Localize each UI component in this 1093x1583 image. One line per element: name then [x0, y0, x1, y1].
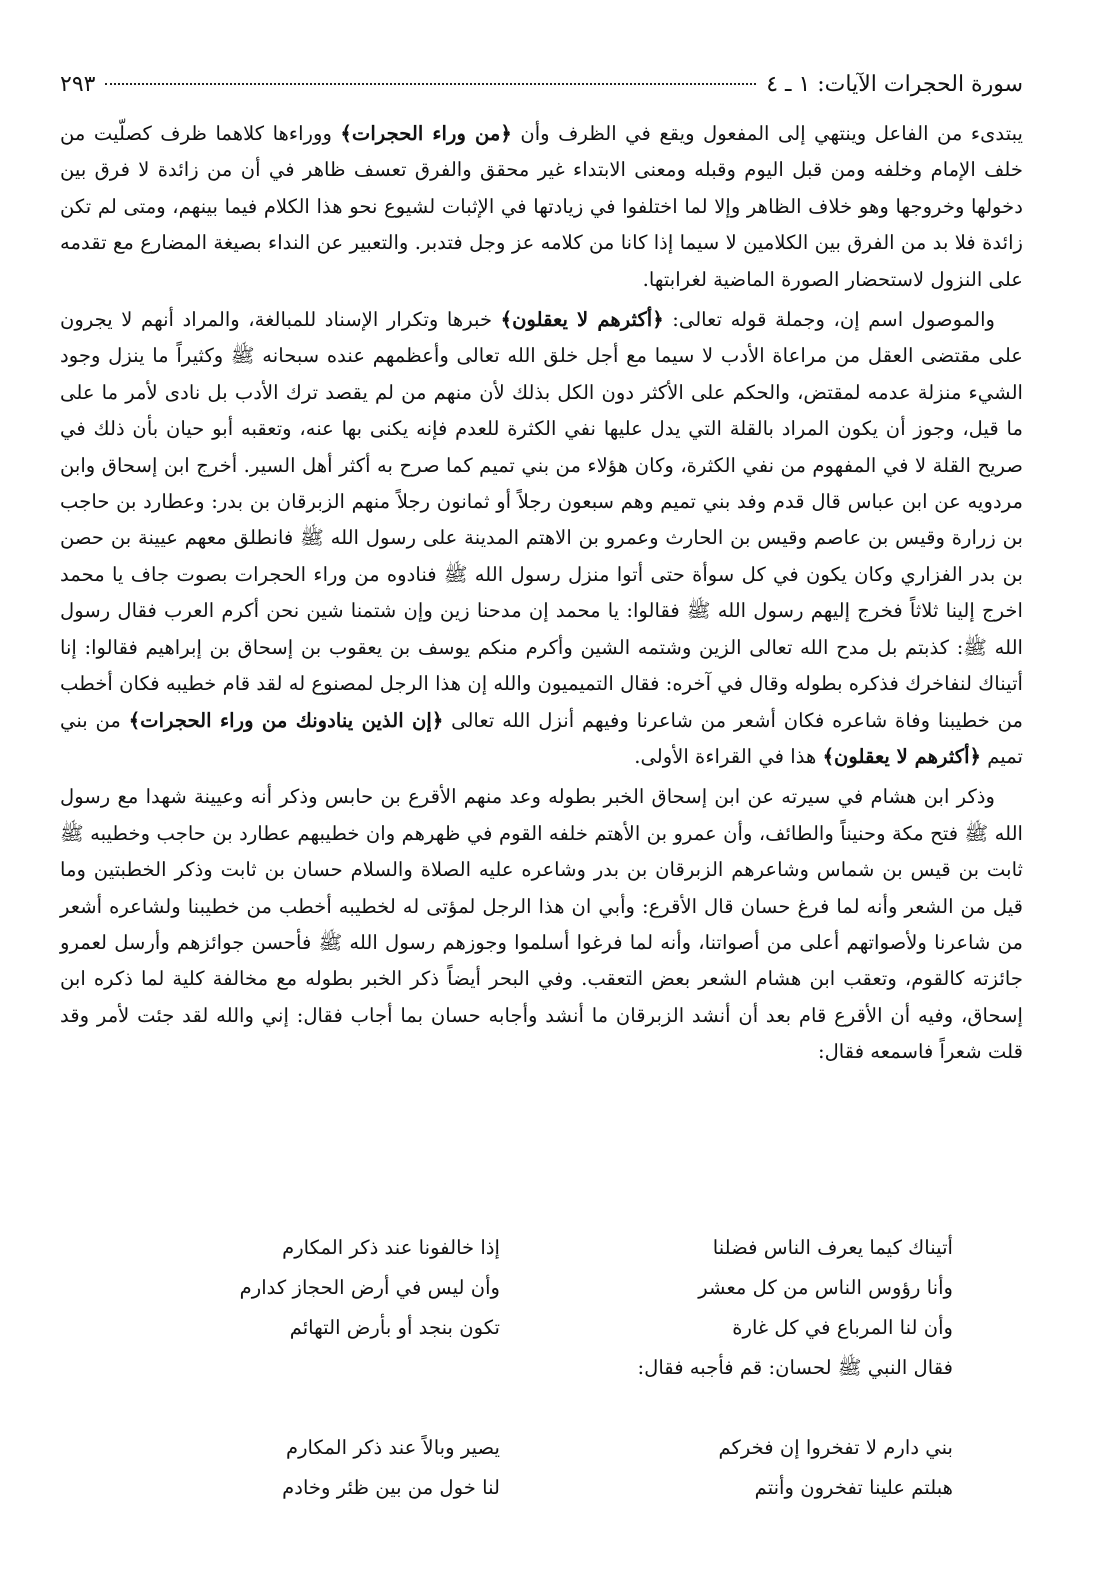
- quran-quote: ﴿إن الذين ينادونك من وراء الحجرات﴾: [128, 708, 444, 732]
- verse-first-hemistich: هبلتم علينا تفخرون وأنتم: [754, 1476, 953, 1499]
- paragraph-text: ووراءها كلاهما ظرف كصلّيت من خلف الإمام وخلفه ومن قبل اليوم وقبله ومعنى الابتداء غير محقق والفرق تعسف ظاهر في أن من زائدة لا فرق بين دخولها وخروجها وهو خلاف الظاهر وإلا لما اختلفوا في زيادتها في الإثبات لشيوع نحو هذا الكلام فيما بينهم، ومتى لم تكن زائدة فلا بد من الفرق بين الكلامين لا سيما إذا كانا من كلامه عز وجل فتدبر. والتعبير عن النداء بصيغة المضارع مع تقدمه على النزول لاستحضار الصورة الماضية لغرابتها.: [60, 122, 1023, 291]
- paragraph-text: وذكر ابن هشام في سيرته عن ابن إسحاق الخبر بطوله وعد منهم الأقرع بن حابس وذكر أنه وعيينة شهدا مع رسول الله ﷺ فتح مكة وحنيناً والطائف، وأن عمرو بن الأهتم خلفه القوم في ظهرهم وان خطيبهم عطارد بن حاجب وخطيبه ﷺ ثابت بن قيس بن شماس وشاعرهم الزبرقان بن بدر وشاعره عليه الصلاة والسلام حسان بن ثابت وذكر الخطبتين وما قيل من الشعر وأنه لما فرغ حسان قال الأقرع: وأبي ان هذا الرجل لمؤتى له لخطيبه أخطب من خطيبنا ولشاعره أشعر من شاعرنا ولأصواتهم أعلى من أصواتنا، وأنه لما فرغوا أسلموا وجوزهم رسول الله ﷺ فأحسن جوائزهم وأرسل لعمرو جائزته كالقوم، وتعقب ابن هشام الشعر بعض التعقب. وفي البحر أيضاً ذكر الخبر بطوله مع مخالفة كلية لما ذكره ابن إسحاق، وفيه أن الأقرع قام بعد أن أنشد الزبرقان ما أنشد وأجابه حسان بما أجاب فقال: إني والله لقد جئت لأمر وقد قلت شعراً فاسمعه فقال:: [60, 785, 1023, 1064]
- verse-second-hemistich: يصير وبالاً عند ذكر المكارم: [285, 1436, 500, 1459]
- paragraph-text: من بني تميم: [60, 708, 1023, 768]
- verse-first-hemistich: بني دارم لا تفخروا إن فخركم: [718, 1436, 953, 1459]
- poem-block-1: [100, 1228, 953, 1388]
- main-text: [60, 116, 1023, 1075]
- verse-second-hemistich: وأن ليس في أرض الحجاز كدارم: [239, 1276, 500, 1299]
- verse-first-hemistich: أتيناك كيما يعرف الناس فضلنا: [712, 1236, 953, 1259]
- poem-intro: فقال النبي ﷺ لحسان: قم فأجبه فقال:: [637, 1356, 953, 1379]
- poem-verse: [100, 1428, 953, 1468]
- verse-second-hemistich: تكون بنجد أو بأرض التهائم: [289, 1316, 500, 1339]
- poem-verse: [100, 1468, 953, 1508]
- paragraph-text: والموصول اسم إن، وجملة قوله تعالى:: [663, 308, 996, 332]
- verse-first-hemistich: وأنا رؤوس الناس من كل معشر: [698, 1276, 953, 1299]
- page-number: ٢٩٣: [60, 72, 96, 97]
- running-header: [60, 72, 1023, 106]
- poem-verse: [100, 1308, 953, 1348]
- paragraph-text: يبتدىء من الفاعل وينتهي إلى المفعول ويقع في الظرف وأن: [511, 122, 1023, 145]
- paragraph-text: خبرها وتكرار الإسناد للمبالغة، والمراد أنهم لا يجرون على مقتضى العقل من مراعاة الأدب لا سيما مع أجل خلق الله تعالى وأعظمهم عنده سبحانه ﷺ وكثيراً ما ينزل وجود الشيء منزلة عدمه لمقتض، والحكم على الأكثر دون الكل بذلك لأن منهم من لم يقصد ترك الأدب بل نادى لأمر ما على ما قيل، وجوز أن يكون المراد بالقلة التي يدل عليها نفي الكثرة للعدم فإنه يكنى بها عنه، وتعقبه أبو حيان بأن ذلك في صريح القلة لا في المفهوم من نفي الكثرة، وكان هؤلاء من بني تميم كما صرح به أكثر أهل السير. أخرج ابن إسحاق وابن مردويه عن ابن عباس قال قدم وفد بني تميم وهم سبعون رجلاً أو ثمانون رجلاً منهم الزبرقان بن بدر: وعطارد بن حاجب بن زرارة وقيس بن عاصم وقيس بن الحارث وعمرو بن الاهتم المدينة على رسول الله ﷺ فانطلق معهم عيينة بن حصن بن بدر الفزاري وكان يكون في كل سوأة حتى أتوا منزل رسول الله ﷺ فنادوه من وراء الحجرات بصوت جاف يا محمد اخرج إلينا ثلاثاً فخرج إليهم رسول الله ﷺ فقالوا: يا محمد إن مدحنا زين وإن شتمنا شين نحن أكرم العرب فقال رسول الله ﷺ: كذبتم بل مدح الله تعالى الزين وشتمه الشين وأكرم منكم يوسف بن يعقوب بن إسحاق بن إبراهيم فقالوا: إنا أتيناك لنفاخرك فذكره بطوله وقال في آخره: فقال التميميون والله إن هذا الرجل لمصنوع له لقد قام خطيبه فكان أخطب من خطيبنا وفاة شاعره فكان أشعر من شاعرنا وفيهم أنزل الله تعالى: [60, 308, 1023, 732]
- quran-quote: ﴿أكثرهم لا يعقلون﴾: [500, 308, 664, 332]
- header-leader-dots: [105, 83, 756, 85]
- verse-second-hemistich: لنا خول من بين ظئر وخادم: [282, 1476, 500, 1499]
- poem-block-2: [100, 1428, 953, 1508]
- poem-verse: [100, 1268, 953, 1308]
- verse-first-hemistich: وأن لنا المرباع في كل غارة: [732, 1316, 953, 1339]
- poem-verse: [100, 1228, 953, 1268]
- paragraph-3: [60, 779, 1023, 1070]
- quran-quote: ﴿من وراء الحجرات﴾: [340, 122, 512, 145]
- paragraph-text: هذا في القراءة الأولى.: [634, 744, 823, 768]
- quran-quote: ﴿أكثرهم لا يعقلون﴾: [822, 744, 982, 768]
- verse-second-hemistich: إذا خالفونا عند ذكر المكارم: [282, 1236, 500, 1259]
- paragraph-1: [60, 116, 1023, 298]
- surah-title: سورة الحجرات الآيات: ١ ـ ٤: [766, 72, 1023, 97]
- paragraph-2: [60, 302, 1023, 775]
